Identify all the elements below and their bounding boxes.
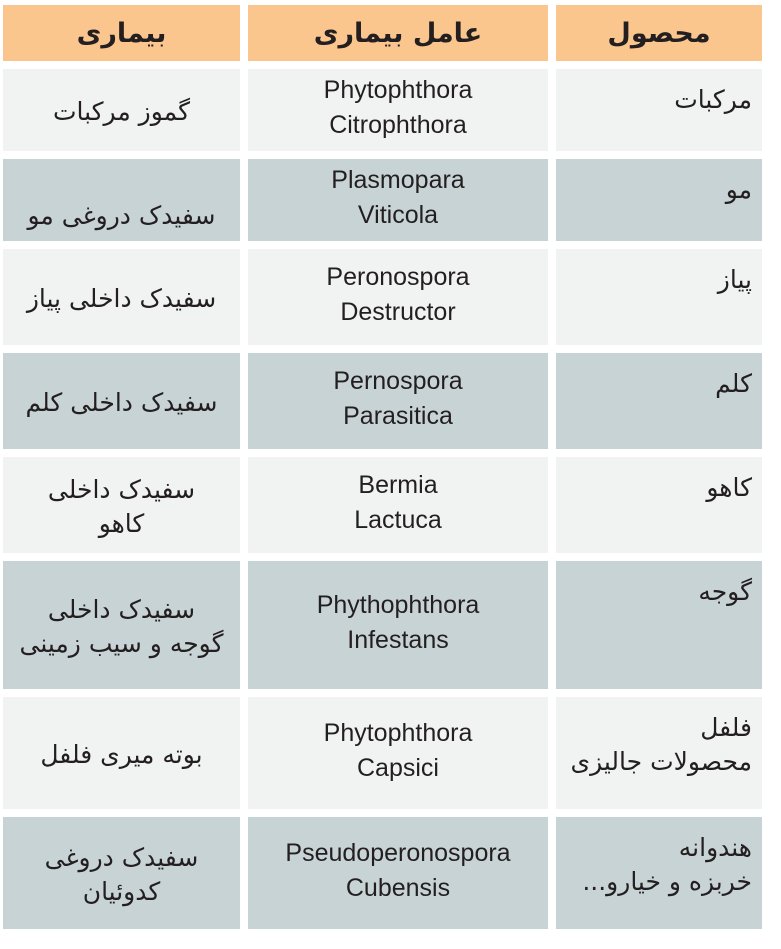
disease-text: کاهو bbox=[98, 509, 145, 538]
crop-cell bbox=[556, 561, 762, 689]
crop-text: مرکبات bbox=[674, 85, 752, 114]
table-row bbox=[3, 249, 762, 345]
disease-cell bbox=[3, 69, 240, 151]
crop-text: پیاز bbox=[717, 265, 752, 294]
disease-text: گوجه و سیب زمینی bbox=[19, 629, 224, 658]
agent-genus: Pernospora bbox=[333, 367, 463, 395]
agent-cell bbox=[248, 817, 548, 929]
crop-cell bbox=[556, 817, 762, 929]
disease-cell bbox=[3, 697, 240, 809]
agent-species: Capsici bbox=[357, 754, 439, 782]
header-disease: بیماری bbox=[3, 5, 240, 61]
agent-cell bbox=[248, 69, 548, 151]
agent-cell bbox=[248, 353, 548, 449]
crop-text: کاهو bbox=[706, 473, 752, 502]
disease-cell bbox=[3, 457, 240, 553]
header-crop: محصول bbox=[556, 5, 762, 61]
crop-text: خربزه و خیارو... bbox=[582, 867, 752, 896]
table-row bbox=[3, 697, 762, 809]
agent-species: Cubensis bbox=[345, 874, 451, 902]
crop-cell bbox=[556, 457, 762, 553]
crop-text: محصولات جالیزی bbox=[570, 747, 752, 776]
disease-text: سفیدک داخلی bbox=[47, 595, 196, 624]
agent-species: Citrophthora bbox=[329, 111, 467, 139]
disease-text: سفیدک داخلی کلم bbox=[25, 388, 218, 417]
agent-cell bbox=[248, 159, 548, 241]
disease-cell bbox=[3, 353, 240, 449]
table-row bbox=[3, 817, 762, 929]
disease-text: سفیدک داخلی bbox=[47, 475, 196, 504]
crop-cell bbox=[556, 353, 762, 449]
crop-cell bbox=[556, 249, 762, 345]
crop-cell bbox=[556, 159, 762, 241]
header-agent: عامل بیماری bbox=[248, 5, 548, 61]
agent-genus: Pseudoperonospora bbox=[285, 839, 511, 867]
agent-genus: Plasmopara bbox=[331, 166, 465, 194]
disease-text: سفیدک دروغی bbox=[44, 843, 199, 872]
disease-text: گموز مرکبات bbox=[52, 97, 191, 126]
crop-text: فلفل bbox=[700, 713, 752, 742]
agent-species: Infestans bbox=[347, 626, 449, 654]
crop-text: مو bbox=[725, 175, 752, 204]
agent-cell bbox=[248, 249, 548, 345]
table-row bbox=[3, 69, 762, 151]
disease-cell bbox=[3, 159, 240, 241]
disease-cell bbox=[3, 817, 240, 929]
disease-cell bbox=[3, 249, 240, 345]
agent-genus: Phytophthora bbox=[323, 719, 473, 747]
crop-text: هندوانه bbox=[678, 833, 752, 862]
agent-species: Destructor bbox=[340, 298, 456, 326]
agent-genus: Phytophthora bbox=[323, 76, 473, 104]
agent-species: Parasitica bbox=[343, 402, 453, 430]
table-row bbox=[3, 561, 762, 689]
disease-text: بوته میری فلفل bbox=[40, 740, 203, 769]
table-header-row bbox=[3, 5, 762, 61]
agent-genus: Bermia bbox=[358, 471, 438, 499]
agent-species: Viticola bbox=[357, 201, 439, 229]
disease-text: سفیدک داخلی پیاز bbox=[26, 284, 217, 313]
agent-genus: Peronospora bbox=[326, 263, 470, 291]
crop-cell bbox=[556, 69, 762, 151]
disease-text: سفیدک دروغی مو bbox=[27, 201, 216, 230]
disease-text: کدوئیان bbox=[82, 877, 161, 906]
table-row bbox=[3, 457, 762, 553]
table-row bbox=[3, 159, 762, 241]
agent-cell bbox=[248, 561, 548, 689]
agent-cell bbox=[248, 697, 548, 809]
table-row bbox=[3, 353, 762, 449]
agent-cell bbox=[248, 457, 548, 553]
crop-cell bbox=[556, 697, 762, 809]
crop-text: کلم bbox=[715, 369, 752, 398]
disease-cell bbox=[3, 561, 240, 689]
crop-text: گوجه bbox=[698, 577, 752, 606]
agent-genus: Phythophthora bbox=[316, 591, 480, 619]
agent-species: Lactuca bbox=[354, 506, 442, 534]
